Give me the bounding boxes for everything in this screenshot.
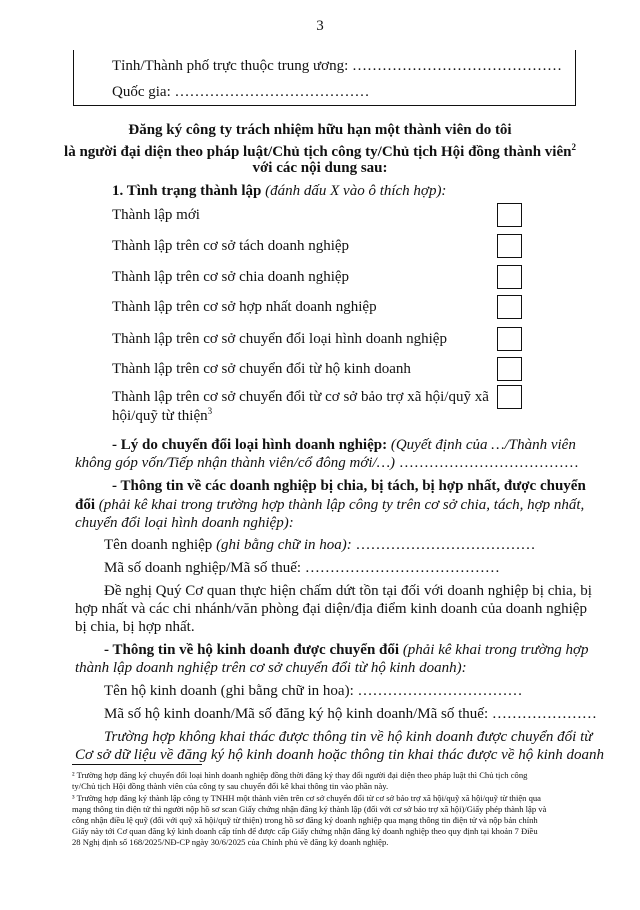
page-number: 3 xyxy=(316,18,324,34)
country-label: Quốc gia: xyxy=(112,84,171,100)
option-divide-label: Thành lập trên cơ sở chia doanh nghiệp xyxy=(112,269,350,285)
option-convert-social-label: Thành lập trên cơ sở chuyển đổi từ cơ sở bảo trợ xã hội/quỹ xã xyxy=(112,389,489,405)
section1-title: 1. Tình trạng thành lập (đánh dấu X vào ô thích hợp): xyxy=(112,183,447,199)
footnote-3-line-1: ³ Trường hợp đăng ký thành lập công ty TNHH một thành viên trên cơ sở chuyển đổi từ cơ sở bảo trợ xã hội/quỹ xã hội/quỹ từ thiện qua xyxy=(72,793,541,803)
option-split-label: Thành lập trên cơ sở tách doanh nghiệp xyxy=(112,238,350,254)
household-title-2: thành lập doanh nghiệp trên cơ sở chuyển đổi từ hộ kinh doanh): xyxy=(75,660,467,676)
footnote-2-line-1: ² Trường hợp đăng ký chuyển đổi loại hình doanh nghiệp đồng thời đăng ký thay đổi người đại diện theo pháp luật thì Chủ tịch công xyxy=(72,770,528,780)
household-note-1: Trường hợp không khai thác được thông tin về hộ kinh doanh được chuyển đổi từ xyxy=(104,729,593,745)
option-merge-checkbox[interactable] xyxy=(497,295,522,319)
split-info-title-2: đổi (phải kê khai trong trường hợp thành lập công ty trên cơ sở chia, tách, hợp nhất, xyxy=(75,497,585,513)
request-line-3: bị chia, bị hợp nhất. xyxy=(75,619,195,635)
footnote-divider xyxy=(72,764,202,765)
footnote-3-line-2: mạng thông tin điện tử thì người nộp hồ sơ scan Giấy chứng nhận đăng ký thành lập (đối với cơ sở bảo trợ xã hội)/Giấy phép thành lập và xyxy=(72,804,547,814)
footnote-3-line-5: 28 Nghị định số 168/2025/NĐ-CP ngày 30/6/2025 của Chính phủ về đăng ký doanh nghiệp. xyxy=(72,837,389,847)
option-divide-checkbox[interactable] xyxy=(497,265,522,289)
province-label: Tỉnh/Thành phố trực thuộc trung ương: xyxy=(112,58,349,74)
request-line-1: Đề nghị Quý Cơ quan thực hiện chấm dứt tồn tại đối với doanh nghiệp bị chia, bị xyxy=(104,583,592,599)
option-split-checkbox[interactable] xyxy=(497,234,522,258)
split-info-title-1: - Thông tin về các doanh nghiệp bị chia, bị tách, bị hợp nhất, được chuyển xyxy=(112,478,586,494)
option-convert-social-checkbox[interactable] xyxy=(497,385,522,409)
option-new-label: Thành lập mới xyxy=(112,207,200,223)
province-dots: …………………………………… xyxy=(352,58,562,74)
household-code-line: Mã số hộ kinh doanh/Mã số đăng ký hộ kinh doanh/Mã số thuế: ………………… xyxy=(104,706,597,722)
option-merge-label: Thành lập trên cơ sở hợp nhất doanh nghiệp xyxy=(112,299,377,315)
footnote-2-line-2: ty/Chủ tịch Hội đồng thành viên của công ty sau chuyển đổi kê khai thông tin vào phần này. xyxy=(72,781,389,791)
request-line-2: hợp nhất và các chi nhánh/văn phòng đại diện/địa điểm kinh doanh của doanh nghiệp xyxy=(75,601,587,617)
province-line xyxy=(112,58,562,75)
household-name-line: Tên hộ kinh doanh (ghi bằng chữ in hoa): …………………………… xyxy=(104,683,523,699)
reason-line-1: - Lý do chuyển đổi loại hình doanh nghiệp: (Quyết định của …/Thành viên xyxy=(112,437,576,453)
heading-line-1: Đăng ký công ty trách nhiệm hữu hạn một thành viên do tôi xyxy=(128,122,512,138)
split-name-line: Tên doanh nghiệp (ghi bằng chữ in hoa): ……………………………… xyxy=(104,537,536,553)
country-dots: ………………………………… xyxy=(174,84,370,100)
footnote-3-line-3: công nhận điều lệ quỹ (đối với quỹ xã hội/quỹ từ thiện) trong hồ sơ đăng ký doanh nghiệp qua mạng thông tin điện tử và nộp bản chính xyxy=(72,815,538,825)
split-code-line: Mã số doanh nghiệp/Mã số thuế: ………………………………… xyxy=(104,560,500,576)
household-title-1: - Thông tin về hộ kinh doanh được chuyển đổi (phải kê khai trong trường hợp xyxy=(104,642,589,658)
country-line xyxy=(112,84,369,101)
split-info-title-3: chuyển đổi loại hình doanh nghiệp): xyxy=(75,515,294,531)
option-new-checkbox[interactable] xyxy=(497,203,522,227)
option-convert-type-label: Thành lập trên cơ sở chuyển đổi loại hình doanh nghiệp xyxy=(112,331,447,347)
household-note-2: Cơ sở dữ liệu về đăng ký hộ kinh doanh hoặc thông tin khai thác được về hộ kinh doanh xyxy=(75,747,605,763)
option-convert-type-checkbox[interactable] xyxy=(497,327,522,351)
reason-line-2: không góp vốn/Tiếp nhận thành viên/cổ đông mới/…) ……………………………… xyxy=(75,455,579,471)
heading-line-3: với các nội dung sau: xyxy=(252,160,388,176)
option-convert-social-label-2: hội/quỹ từ thiện$^3$ xyxy=(112,406,213,424)
footnote-3-line-4: Giấy này tới Cơ quan đăng ký kinh doanh cấp tỉnh để được cấp Giấy chứng nhận đăng ký doanh nghiệp theo quy định tại khoản 7 Điều xyxy=(72,826,538,836)
option-convert-household-checkbox[interactable] xyxy=(497,357,522,381)
option-convert-household-label: Thành lập trên cơ sở chuyển đổi từ hộ kinh doanh xyxy=(112,361,411,377)
heading-line-2: là người đại diện theo pháp luật/Chủ tịch công ty/Chủ tịch Hội đồng thành viên$^2$ xyxy=(64,142,576,160)
